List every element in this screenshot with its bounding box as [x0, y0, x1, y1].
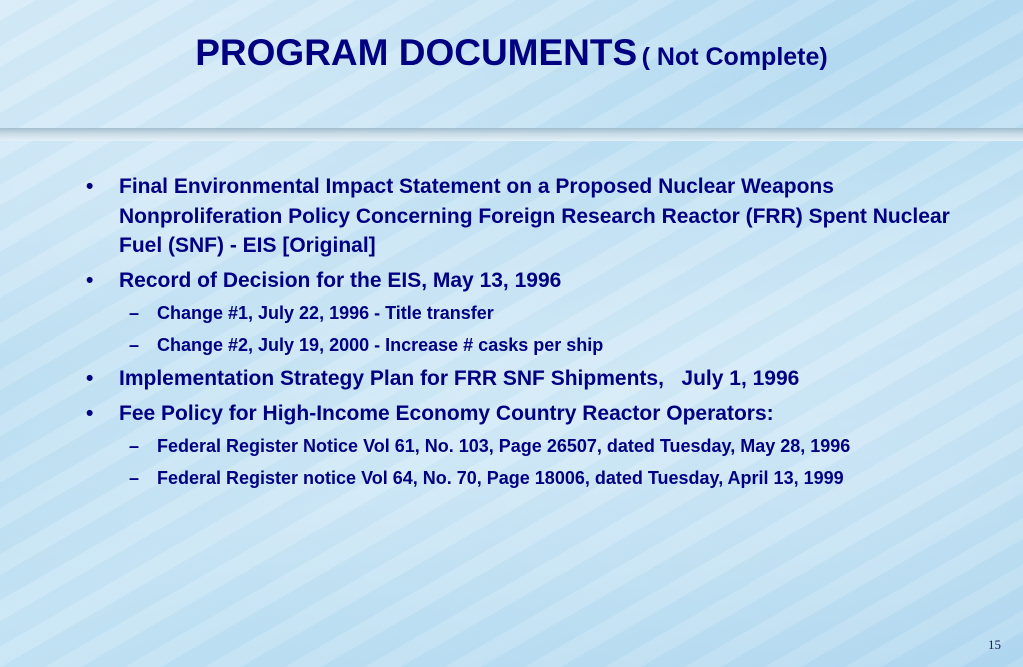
bullet-icon: • — [86, 401, 94, 425]
bullet-icon: • — [86, 367, 94, 390]
slide-title-main: PROGRAM DOCUMENTS — [195, 32, 638, 73]
bullet-list — [86, 172, 966, 497]
bullet-text: Fee Policy for High-Income Economy Country Reactor Operators: — [119, 401, 774, 425]
bullet-icon: • — [86, 268, 94, 292]
sub-item-text: Change #1, July 22, 1996 - Title transfer — [157, 303, 494, 323]
bullet-item-record-of-decision — [86, 266, 966, 296]
bullet-text: Final Environmental Impact Statement on a Proposed Nuclear Weapons Nonproliferation Policy Concerning Foreign Research Reactor (FRR) Spent Nuclear Fuel (SNF) - EIS [Original] — [119, 175, 950, 257]
bullet-text: Record of Decision for the EIS, May 13, 1996 — [119, 268, 562, 292]
sub-item-federal-register-1996 — [86, 433, 966, 459]
dash-icon: – — [129, 335, 140, 355]
title-area — [0, 0, 1023, 128]
sub-item-text: Change #2, July 19, 2000 - Increase # casks per ship — [157, 335, 604, 355]
bullet-text: Implementation Strategy Plan for FRR SNF Shipments, July 1, 1996 — [119, 367, 800, 390]
sub-item-text: Federal Register Notice Vol 61, No. 103, Page 26507, dated Tuesday, May 28, 1996 — [157, 436, 851, 456]
slide-title-sub: ( Not Complete) — [641, 43, 828, 71]
title-divider — [0, 128, 1023, 141]
sub-item-change-2 — [86, 332, 966, 358]
slide-title — [0, 32, 1023, 74]
page-number: 15 — [988, 637, 1001, 652]
bullet-item-fee-policy — [86, 399, 966, 429]
bullet-icon: • — [86, 175, 94, 198]
dash-icon: – — [129, 303, 140, 323]
sub-item-federal-register-1999 — [86, 465, 966, 491]
bullet-item-implementation-plan — [86, 364, 966, 394]
bullet-item-final-eis — [86, 172, 966, 261]
dash-icon: – — [129, 436, 140, 456]
sub-item-text: Federal Register notice Vol 64, No. 70, Page 18006, dated Tuesday, April 13, 1999 — [157, 468, 844, 488]
dash-icon: – — [129, 468, 140, 488]
sub-item-change-1 — [86, 300, 966, 326]
